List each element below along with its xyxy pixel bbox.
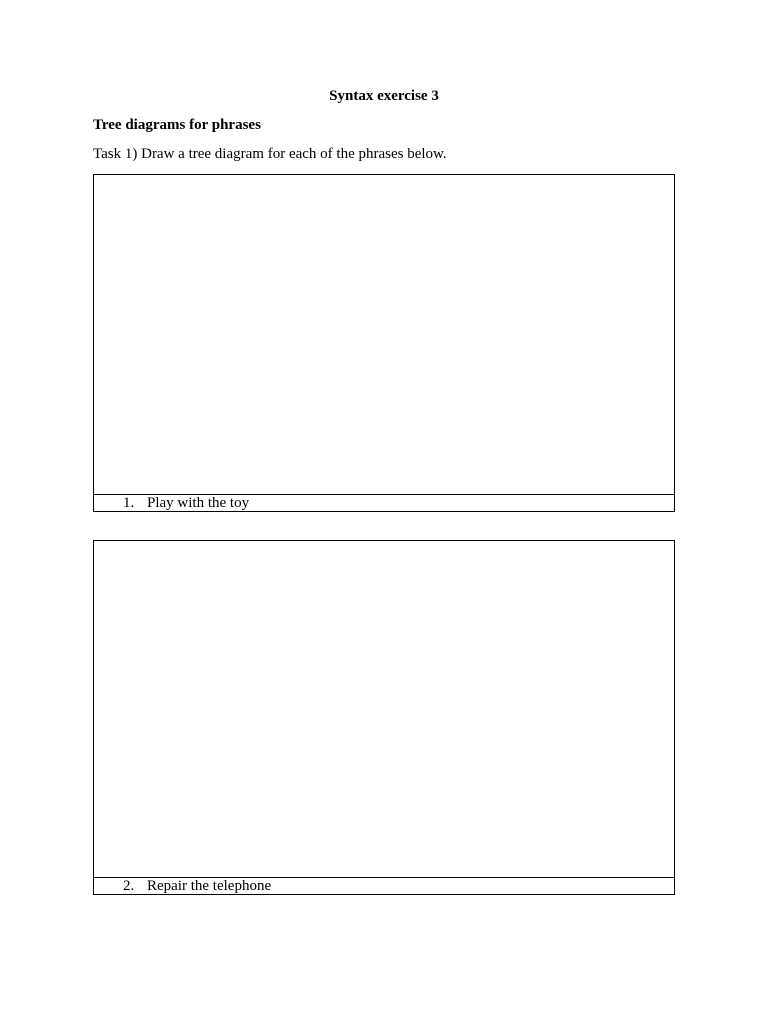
phrase-caption bbox=[94, 494, 674, 511]
phrase-number: 2. bbox=[123, 878, 135, 894]
phrase-text: Repair the telephone bbox=[147, 878, 272, 894]
section-heading: Tree diagrams for phrases bbox=[93, 117, 261, 133]
drawing-area bbox=[94, 175, 674, 494]
phrase-number: 1. bbox=[123, 495, 135, 511]
tree-diagram-box-1 bbox=[93, 174, 675, 512]
tree-diagram-box-2 bbox=[93, 540, 675, 895]
phrase-caption bbox=[94, 877, 674, 894]
task-instruction: Task 1) Draw a tree diagram for each of the phrases below. bbox=[93, 146, 447, 162]
drawing-area bbox=[94, 541, 674, 877]
phrase-text: Play with the toy bbox=[147, 495, 250, 511]
page-title: Syntax exercise 3 bbox=[329, 88, 439, 104]
